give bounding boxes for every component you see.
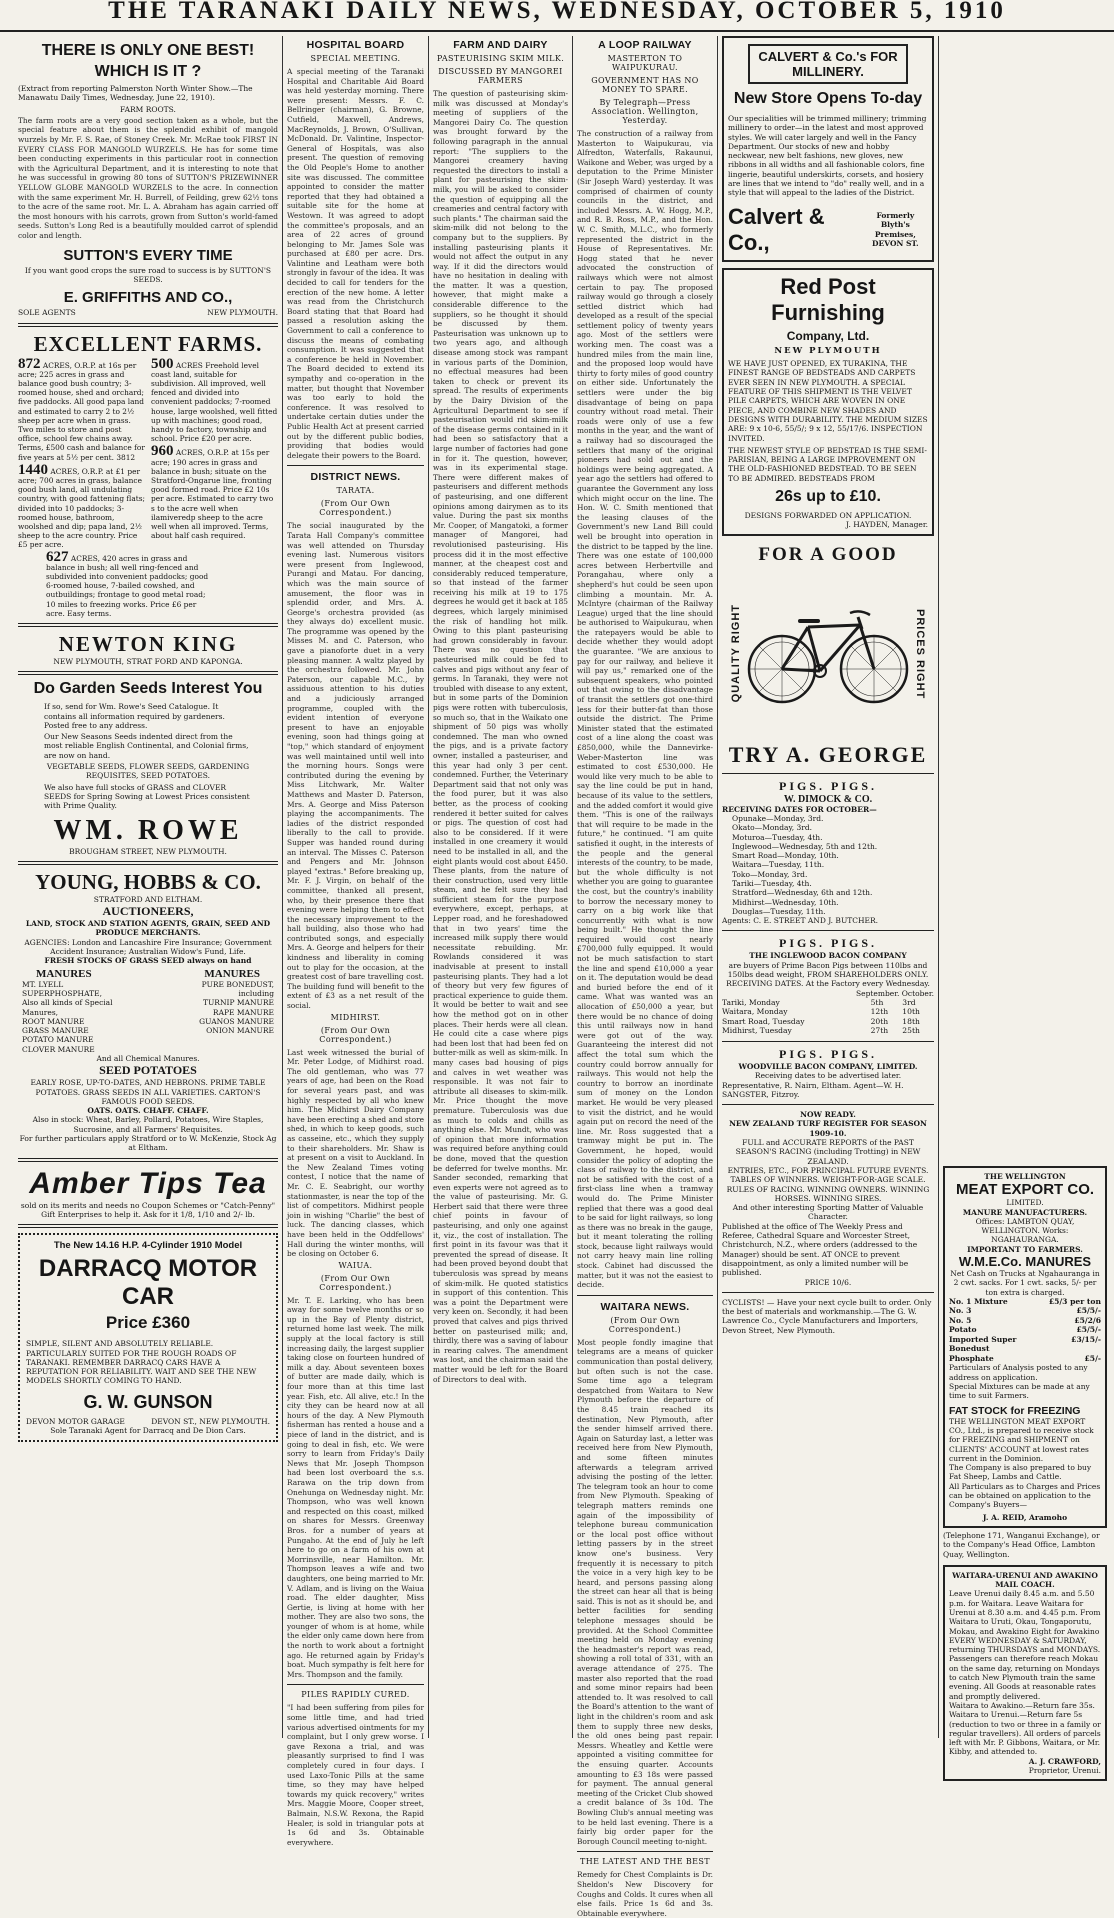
crawford-name: A. J. CRAWFORD, bbox=[1028, 1756, 1101, 1766]
chemical-manures: And all Chemical Manures. bbox=[96, 1054, 200, 1063]
price-cell: £5/5/- bbox=[1076, 1325, 1101, 1335]
farm-item bbox=[46, 548, 216, 618]
calvert-name: Calvert & Co., bbox=[728, 203, 825, 255]
manure-item: RAPE MANURE bbox=[212, 1007, 274, 1017]
wm-rowe-heading: WM. ROWE bbox=[53, 814, 243, 846]
manure-item: TURNIP MANURE bbox=[202, 998, 274, 1008]
farms-left bbox=[18, 355, 145, 550]
farm-acres: 500 bbox=[151, 355, 174, 372]
amber-tips-sub: sold on its merits and needs no Coupon Schemes or "Catch-Penny" Gift Enterprises to help it. Ask for it 1/8, 1/10 and 2/- lb. bbox=[20, 1200, 276, 1219]
place-cell: Tariki, Monday bbox=[722, 997, 780, 1007]
garden-seeds-heading: Do Garden Seeds Interest You bbox=[33, 680, 263, 698]
offices-text: Offices: LAMBTON QUAY, WELLINGTON. Works: NGAHAURANGA. bbox=[975, 1216, 1075, 1245]
waitara-news-heading: WAITARA NEWS. bbox=[600, 1300, 690, 1313]
manure-item: CLOVER MANURE bbox=[22, 1044, 95, 1054]
divider bbox=[18, 671, 278, 675]
divider bbox=[287, 465, 424, 466]
date-item: Opunake—Monday, 3rd. bbox=[732, 813, 824, 823]
coach-text: Leave Urenui daily 8.45 a.m. and 5.50 p.m. for Waitara. Leave Waitara for Urenui at 8.30 a.m. and 4.45 p.m. From Waitara to Uruti, Okau, Tongaporutu, Mokau, and Awakino Eight for Awakino EVERY WEDNESDAY & SATURDAY, returning THURSDAYS and MONDAYS. bbox=[949, 1589, 1101, 1655]
woodville-heading: WOODVILLE BACON COMPANY, LIMITED. bbox=[738, 1061, 918, 1071]
masthead: THE TARANAKI DAILY NEWS, WEDNESDAY, OCTOBER 5, 1910 bbox=[0, 0, 1114, 32]
manure-item: ONION MANURE bbox=[206, 1026, 274, 1036]
manure-item: GUANOS MANURE bbox=[199, 1016, 274, 1026]
red-post-advert bbox=[722, 268, 934, 536]
farm-roots-text: The farm roots are a very good section taken as a whole, but the special feature about them is the splendid exhibit of mangold wurzels by Mr. F. S. Rae, of Stoney Creek. Mr. McRae took FIRST IN EVERY CLASS FOR MANGOLD WURZELS. He has for some time been conducting experiments in this particular root in connection with the Agricultural Department, and it is interesting to note that he was successful in growing 80 tons of SUTTON'S PRIZEWINNER YELLOW GLOBE MANGOLD WURZELS to the acre. In connection with the same experiment Mr. H. Burrell, of Feilding, grew 62½ tons to the acre of the same root. Mr. L. A. Abraham has again carried off the most honours with his carrots, grown from Sutton's world-famed seeds. Sutton's Long Red is a beautifully moulded carrot of splendid color and length. bbox=[18, 115, 278, 241]
garden-seeds-list: VEGETABLE SEEDS, FLOWER SEEDS, GARDENING REQUISITES, SEED POTATOES. bbox=[46, 762, 250, 781]
garden-seeds-text-3: We also have full stocks of GRASS and CLOVER SEEDS for Spring Sowing at Lowest Prices consistent with Prime Quality. bbox=[44, 782, 250, 811]
auctioneers-heading: AUCTIONEERS, bbox=[102, 904, 194, 919]
oats-chaff: OATS. OATS. CHAFF. CHAFF. bbox=[87, 1106, 209, 1116]
farm-dairy-heading: FARM AND DAIRY bbox=[453, 39, 548, 51]
gunson-address: DEVON ST., NEW PLYMOUTH. bbox=[151, 1416, 270, 1426]
inglewood-bacon-heading: THE INGLEWOOD BACON COMPANY bbox=[749, 951, 907, 961]
date-item: Toko—Monday, 3rd. bbox=[732, 869, 808, 879]
manure-manufacturers: MANURE MANUFACTURERS. bbox=[962, 1207, 1088, 1217]
date-item: Moturoa—Tuesday, 4th. bbox=[732, 832, 823, 842]
product-cell: Imported Super bbox=[949, 1334, 1017, 1344]
red-post-town: NEW PLYMOUTH bbox=[774, 345, 882, 356]
table-row bbox=[949, 1325, 1101, 1335]
reid-name: J. A. REID, Aramoho bbox=[982, 1512, 1068, 1522]
oct-cell: 25th bbox=[902, 1026, 920, 1036]
special-mixtures: Special Mixtures can be made at any time to suit Farmers. bbox=[949, 1382, 1090, 1401]
product-cell: Potato bbox=[949, 1325, 977, 1335]
young-hobbs-sub: STRATFORD AND ELTHAM. bbox=[93, 894, 203, 904]
suttons-sub: If you want good crops the sure road to success is by SUTTON'S SEEDS. bbox=[24, 265, 272, 284]
garden-seeds-text-2: Our New Seasons Seeds indented direct from the most reliable English Continental, and Colonial firms, are now on hand. bbox=[44, 732, 249, 760]
darracq-model: The New 14.16 H.P. 4-Cylinder 1910 Model bbox=[53, 1240, 243, 1252]
divider bbox=[577, 1295, 713, 1296]
manure-item: ROOT MANURE bbox=[22, 1016, 85, 1026]
calvert-advert bbox=[722, 36, 934, 262]
agencies-text: AGENCIES: London and Lancashire Fire Insurance; Government Accident Insurance; Australian Widow's Fund, Life. bbox=[24, 937, 272, 957]
waitara-text: Most people fondly imagine that telegrams are a means of quicker communication than postal delivery, but often such is not the case. Some time ago a telegram despatched from Waitara to New Plymouth before the departure of the 8.45 train reached its destination, New Plymouth, after the sender himself arrived there. Again on Saturday last, a letter was received here from New Plymouth, and some fifteen minutes afterwards a telegram arrived advising the posting of the letter. The telegram took an hour to come from New Plymouth. Speaking of telegraph matters reminds one again of the impossibility of telephone bureau communication or the local post office without letting passers by in the street know one's business. Very frequently it is necessary to pitch the voice in a very high key to be heard, and persons passing along the street can hear all that is being said. This is not as it should be, and better facilities for sending telephone messages should be provided. At the School Committee meeting held on Monday evening the headmaster's report was read, showing a roll total of 331, with an average attendance of 275. The master also reported that the road and some minor repairs had been attended to. It was resolved to call the Board's attention to the want of light in the children's room and ask them to supply three new desks, the old ones being past repair. Messrs. Wheatley and Kettle were appointed a visiting committee for the ensuing quarter. Accounts amounting to £3 18s were passed for payment. The annual general meeting of the Cricket Club showed a credit balance of 3s 10d. The Bowling Club's annual meeting was to be held last evening. There is a fairly big order paper for the Borough Council meeting to-night. bbox=[577, 1337, 713, 1846]
table-row bbox=[949, 1344, 1101, 1354]
place-cell: Smart Road, Tuesday bbox=[722, 1016, 805, 1026]
sept-cell: 5th bbox=[870, 997, 884, 1007]
product-cell: No. 3 bbox=[949, 1306, 972, 1316]
red-post-price: 26s up to £10. bbox=[775, 488, 881, 506]
date-item: Inglewood—Wednesday, 5th and 12th. bbox=[732, 841, 878, 851]
price-cell: £5/3 per ton bbox=[1048, 1296, 1101, 1306]
column-advertisements-left bbox=[18, 36, 278, 1738]
column-advertisements-right bbox=[722, 36, 934, 1738]
manure-item: including bbox=[238, 988, 274, 998]
manure-prices-table bbox=[949, 1297, 1101, 1364]
divider bbox=[722, 1292, 934, 1293]
loop-railway-sub-2: GOVERNMENT HAS NO MONEY TO SPARE. bbox=[591, 76, 699, 94]
divider bbox=[18, 323, 278, 327]
wm-rowe-address: BROUGHAM STREET, NEW PLYMOUTH. bbox=[69, 846, 227, 856]
meat-export-advert bbox=[943, 1166, 1107, 1528]
table-row bbox=[949, 1297, 1101, 1307]
gunson-heading: G. W. GUNSON bbox=[83, 1391, 213, 1412]
column-rule bbox=[428, 36, 429, 1738]
date-item: Okato—Monday, 3rd. bbox=[732, 823, 813, 833]
farm-description: ACRES, 420 acres in grass and balance in bush; all well ring-fenced and subdivided into convenient paddocks; good 6-roomed house, 7-bailed cowshed, and outbuildings; frontage to good metal road; 10 miles to freezing works. Price £6 per acre. Easy terms. bbox=[46, 553, 209, 618]
table-row bbox=[949, 1335, 1101, 1345]
sept-cell: 12th bbox=[870, 1007, 889, 1017]
table-row bbox=[949, 1354, 1101, 1364]
farms-right bbox=[151, 355, 278, 550]
divider bbox=[287, 1684, 424, 1685]
prices-right-label: PRICES RIGHT bbox=[914, 608, 926, 699]
farm-item bbox=[18, 355, 145, 462]
calvert-text: Our specialities will be trimmed millinery; trimming millinery to order—in the latest and most approved styles. We will cater largely and well in the Fancy Department. Our stocks of new and hobby neckwear, new belt fashions, new gloves, new ribbons in all widths and all fashionable colors, fine lingerie, beautiful underskirts, corsets, and hosiery are lines that we intend to "do" really well, and in a style that will appeal to the ladies of the District. bbox=[728, 114, 927, 198]
net-cash-text: Net Cash on Trucks at Ngahauranga in 2 cwt. sacks. For 1 cwt. sacks, 5/- per ton extra is charged. bbox=[950, 1269, 1100, 1297]
farm-acres: 960 bbox=[151, 443, 174, 460]
column-rule bbox=[572, 36, 573, 1738]
turf-more: And other interesting Sporting Matter of Valuable Character. bbox=[732, 1203, 924, 1222]
pigs-heading: PIGS. PIGS. bbox=[778, 1046, 877, 1061]
farm-item bbox=[18, 461, 145, 550]
newton-king-sub: NEW PLYMOUTH, STRAT FORD AND KAPONGA. bbox=[53, 656, 243, 666]
column-farm-dairy bbox=[433, 36, 568, 1738]
now-ready: NOW READY. bbox=[800, 1110, 856, 1120]
manures-heading-left: MANURES bbox=[36, 967, 92, 980]
farm-dairy-sub: PASTEURISING SKIM MILK. bbox=[436, 54, 565, 63]
darracq-price: Price £360 bbox=[105, 1313, 191, 1333]
table-row bbox=[722, 1026, 934, 1036]
fat-stock-text-2: The Company is also prepared to buy Fat Sheep, Lambs and Cattle. bbox=[949, 1463, 1092, 1482]
farm-description: ACRES, O.R.P. at £1 per acre; 700 acres in grass, balance good bush land, all undulating country, with good fattening flats; divided into 10 paddocks; 3-roomed house, bathroom, woolshed and dip; papa land, 2½ sheep to the acre country. Price £5 per acre. bbox=[18, 466, 145, 550]
darracq-advert bbox=[18, 1233, 278, 1442]
column-meat-export bbox=[943, 36, 1107, 1776]
date-item: Stratford—Wednesday, 6th and 12th. bbox=[732, 888, 873, 898]
best-title: THERE IS ONLY ONE BEST! bbox=[41, 42, 255, 59]
correspondent-note: (From Our Own Correspondent.) bbox=[319, 1273, 392, 1292]
hospital-board-text: A special meeting of the Taranaki Hospital and Charitable Aid Board was held yesterday morning. There were present: Messrs. F. C. Bellringer (chairman), G. Browne, Cutfield, Maxwell, Andrews, MacReynolds, J. Brown, O'Sullivan, McDonald. Dr. Valintine, Inspector-General of Hospitals, was also present. The question of removing the Old People's Home to another site was discussed. The committee appointed to consider the matter reported that they had obtained a suitable site for the home at Westown. It was agreed to adopt the committee's proposals, and an area of 22 acres of ground belonging to Mr. James Sole was purchased at £80 per acre. Drs. Valintine and Leatham were both strongly in favour of the idea. It was decided to call for tenders for the erection of the new home. A letter was read from the Christchurch Board stating that that Board had passed a resolution asking the Government to call a conference to discuss the means of combating consumption. It was suggested that a conference be held in November. The Board decided to extend its sympathy and co-operation in the matter, but thought that November was too early to hold the conference. It was resolved to undertake certain duties under the Public Health Act at present carried out by the different public bodies, providing that bodies would delegate their powers to the Board. bbox=[287, 67, 424, 460]
hospital-board-heading: HOSPITAL BOARD bbox=[306, 39, 405, 51]
date-item: Douglas—Tuesday, 11th. bbox=[732, 906, 826, 916]
manure-item: Also all kinds of Special Manures, bbox=[22, 998, 113, 1017]
place-cell: Waitara, Monday bbox=[722, 1007, 788, 1017]
inglewood-bacon-text: are buyers of Prime Bacon Pigs between 110lbs and 150lbs dead weight, FROM SHAREHOLDERS ONLY. bbox=[727, 960, 929, 980]
pigs-heading: PIGS. PIGS. bbox=[778, 936, 877, 951]
farm-acres: 1440 bbox=[18, 461, 48, 478]
date-item: Waitara—Tuesday, 11th. bbox=[732, 860, 825, 870]
pigs-heading: PIGS. PIGS. bbox=[778, 778, 877, 793]
manures-heading-right: MANURES bbox=[204, 967, 260, 980]
red-post-company: Company, Ltd. bbox=[786, 328, 870, 343]
column-rule bbox=[282, 36, 283, 1738]
amber-tips-heading: Amber Tips Tea bbox=[29, 1166, 267, 1200]
oct-cell: 18th bbox=[902, 1016, 920, 1026]
dimock-heading: W. DIMOCK & CO. bbox=[783, 793, 873, 805]
farm-description: ACRES, O.R.P. at 16s per acre; 225 acres in grass and balance good bush country; 3-roomed house, shed and orchard; five paddocks. All good papa land and estimated to carry 2 to 2½ sheep per acre when in grass. Two miles to store and post office, school few chains away. Terms, £500 cash and balance for five years at 5½ per cent. 3812 bbox=[18, 360, 145, 462]
table-row bbox=[722, 998, 934, 1008]
woodville-text: Receiving dates to be advertised later. bbox=[754, 1071, 902, 1081]
manures-list-right bbox=[151, 980, 274, 1054]
important-farmers: IMPORTANT TO FARMERS. bbox=[967, 1244, 1083, 1254]
fat-stock-text-3: All Particulars as to Charges and Prices can be obtained on application to the Company's Buyers— bbox=[949, 1481, 1101, 1510]
young-hobbs-heading: YOUNG, HOBBS & CO. bbox=[35, 869, 261, 894]
red-post-text: WE HAVE JUST OPENED, EX TURAKINA, THE FINEST RANGE OF BEDSTEADS AND CARPETS EVER SEEN IN NEW PLYMOUTH. A SPECIAL FEATURE OF THIS SHIPMENT IS THE VELVET PILE CARPETS, WHICH ARE WOVEN IN ONE PIECE, AND COMBINE NEW SHADES AND DESIGNS WITH DURABILITY. THE MEDIUM SIZES ARE: 9 x 10-6, 55/5/; 9 x 12, 55/17/6. INSPECTION INVITED. bbox=[728, 359, 928, 443]
price-cell: £5/- bbox=[1084, 1353, 1101, 1363]
farm-description: ACRES, O.R.P. at 15s per acre; 190 acres in grass and balance in bush; situate on the Stratford-Ongarue line, fronting good formed road. Price £2 10s per acre. Estimated to carry two s to the acre well when ilamiveredp sheep to the acre well when all improved. Terms, about half cash required. bbox=[151, 448, 274, 541]
best-subtitle: WHICH IS IT ? bbox=[94, 63, 202, 80]
fresh-stocks: FRESH STOCKS OF GRASS SEED always on hand bbox=[44, 956, 252, 966]
particulars-text: For further particulars apply Stratford or to W. McKenzie, Stock Ag at Eltham. bbox=[19, 1134, 277, 1153]
new-store-heading: New Store Opens To-day bbox=[733, 90, 923, 107]
fat-stock-text: THE WELLINGTON MEAT EXPORT CO., Ltd., is prepared to receive stock for FREEZING and SHIPMENT on CLIENTS' ACCOUNT at lowest rates current in the Dominion. bbox=[949, 1416, 1094, 1463]
red-post-designs: DESIGNS FORWARDED ON APPLICATION. bbox=[744, 511, 912, 521]
cyclists-text: CYCLISTS! — Have your next cycle built to order. Only the best of materials and workmanship.—The G. W. Lawrence Co., Cycle Manufacturers and Importers, Devon Street, New Plymouth. bbox=[722, 1297, 932, 1335]
farm-item bbox=[151, 355, 278, 444]
waiua-heading: WAIUA. bbox=[338, 1260, 373, 1270]
table-row bbox=[949, 1306, 1101, 1316]
receiving-october: RECEIVING DATES FOR OCTOBER— bbox=[722, 804, 877, 814]
griffiths-agents: SOLE AGENTS bbox=[18, 308, 76, 318]
column-loop-railway bbox=[577, 36, 713, 1918]
griffiths-line bbox=[18, 308, 278, 317]
land-stock-line: LAND, STOCK AND STATION AGENTS, GRAIN, SEED AND PRODUCE MERCHANTS. bbox=[25, 919, 271, 938]
farm-dairy-sub-2: DISCUSSED BY MANGOREI FARMERS bbox=[438, 67, 563, 85]
calvert-footer bbox=[728, 204, 928, 256]
analysis-text: Particulars of Analysis posted to any address on application. bbox=[949, 1363, 1088, 1382]
divider bbox=[722, 773, 934, 774]
dimock-dates bbox=[722, 814, 934, 916]
loop-railway-byline: By Telegraph—Press Association. Wellington, Yesterday. bbox=[591, 98, 699, 125]
loop-railway-text: The construction of a railway from Masterton to Waipukurau, via Alfredton, Waterfalls, Rakaunui, Waikone and Weber, was urged by a deputation to the Prime Minister (Sir Joseph Ward) yesterday. It was comprised of chairmen of county councils in the district, and included Messrs. A. W. Hogg, M.P., and R. B. Ross, M.P., and the Hon. W. C. Smith, M.L.C., who formerly represented the district in the House of Representatives. Mr. Hogg stated that he never advocated the construction of railways which were not almost certain to pay. The proposed railway would go through a closely settled district which had developed as a result of the special settlement policy of twenty years ago. Most of the settlers were working men. The coast was a hundred miles from the main line, and the proposed loop would have thirty to forty miles of good country on either side. Unfortunately the settlers were under the big disadvantage of being on papa country without road metal. Their roads were only of use a few months in the year, and the want of a railway had so discouraged the settlers that many of the original pioneers had sold out and the holdings were being aggregated. A year ago the settlers had offered to guarantee the Government any loss which might occur on the line. The Hon. W. C. Smith mentioned that the leasing clauses of the Government's new Land Bill could well be brought into operation in the district to be tapped by the line. There was one estate of 100,000 acres between Herbertville and Porangahau, where only a shepherd's hut could be seen upon climbing a mountain. Mr. A. McIntyre (chairman of the Railway League) urged that the line should be authorised to Waipukurau, when the ratepayers would be able to decide whether they would adopt the guarantee. "We are anxious to pay for our railway, and believe it will pay us," remarked one of the subsequent speakers, who pointed out that owing to the disadvantage of transit the settlers got one-third less for their butter-fat than those outside the district. The Prime Minister stated that the estimated cost of a line along the coast was £850,000, while the Dannevirke-Weber-Masterton line was estimated to cost £530,000. He would like very much to be able to say the line could be put in hand, because of its value to the settlers, and the added comfort it would give them. "This is one of the railways that will require to be made in the future," he continued. "I am quite satisfied it ought, in the interests of the people and the general interests of the country, to be made, but the whole difficulty is not whether you are going to guarantee the cost, but the country's inability to borrow the necessary money to carry on a big work like that concurrently with what is now being built." He thought the line required would cost nearly £700,000 fully equipped. It would not be much satisfaction to start the line and spend £10,000 a year on it. The deputation would be dead and buried before the end of it came. What was wanted was an allocation of £50,000 a year, but there would be no chance of doing this until railways now in hand were got out of the way. Guaranteeing the interest did not affect the total sum which the country could borrow annually for railways. This would not help the country to borrow an inordinate sum of money on the London market. He would be very pleased to visit the district, and he would again put on record the need of the line. Mr. Ross suggested that a tramway might be put in. The Government, he hoped, would consider the policy of adopting the class of railway to the district, and not be satisfied with the cost of a first-class line when a tramway would do. The Prime Minister replied that there was a good deal to be said for light railways, so long as there was no break in the gauge, but it meant tolerating the rolling stock, because light railways would not carry heavy main line rolling stock. Cabinet had discussed the matter, but it was not the easiest to decide. bbox=[577, 129, 713, 1290]
divider bbox=[18, 1158, 278, 1162]
midhirst-heading: MIDHIRST. bbox=[330, 1012, 381, 1022]
district-news-heading: DISTRICT NEWS. bbox=[310, 471, 401, 484]
divider bbox=[18, 623, 278, 627]
latest-best-text: Remedy for Chest Complaints is Dr. Sheldon's New Discovery for Coughs and Colds. It cures when all else fails. Price 1s 6d and 3s. Obtainable everywhere. bbox=[577, 1870, 713, 1918]
red-post-heading: Red Post Furnishing bbox=[771, 273, 885, 325]
manure-item: PURE BONEDUST, bbox=[201, 979, 274, 989]
turf-register-heading: NEW ZEALAND TURF REGISTER FOR SEASON 1909-10. bbox=[729, 1119, 927, 1138]
sept-cell: 27th bbox=[870, 1026, 889, 1036]
date-item: Midhirst—Wednesday, 10th. bbox=[732, 897, 839, 907]
divider bbox=[722, 930, 934, 931]
column-rule bbox=[717, 36, 718, 1738]
loop-railway-heading: A LOOP RAILWAY bbox=[598, 39, 692, 51]
manures-list-left bbox=[22, 980, 145, 1054]
hospital-board-sub: SPECIAL MEETING. bbox=[310, 54, 401, 63]
inglewood-receiving: RECEIVING DATES. At the Factory every Wednesday. bbox=[726, 979, 930, 989]
farm-item bbox=[151, 443, 278, 541]
turf-price: PRICE 10/6. bbox=[804, 1277, 852, 1287]
table-row bbox=[722, 1017, 934, 1027]
calvert-millinery-heading: CALVERT & Co.'s FOR MILLINERY. bbox=[748, 44, 908, 84]
stock-list: Also in stock: Wheat, Barley, Pollard, Potatoes, Wire Staples, Sucrosine, and all Farmers' Requisites. bbox=[32, 1115, 264, 1134]
correspondent-note: (From Our Own Correspondent.) bbox=[319, 1025, 392, 1044]
divider bbox=[18, 861, 278, 865]
manure-item: MT. LYELL SUPERPHOSPHATE, bbox=[22, 979, 102, 998]
gunson-sub: Sole Taranaki Agent for Darracq and De Dion Cars. bbox=[50, 1426, 246, 1436]
coach-heading: WAITARA-URENUI AND AWAKINO MAIL COACH. bbox=[952, 1570, 1098, 1590]
farms-listing bbox=[18, 355, 278, 550]
oct-cell: 3rd bbox=[902, 997, 916, 1007]
reid-contact: (Telephone 171, Wanganui Exchange), or to the Company's Head Office, Lambton Quay, Wellington. bbox=[943, 1530, 1100, 1559]
price-cell bbox=[1035, 1344, 1101, 1354]
red-post-signature: J. HAYDEN, Manager. bbox=[846, 520, 928, 530]
product-cell: Phosphate bbox=[949, 1353, 994, 1363]
wellington-label: THE WELLINGTON bbox=[984, 1172, 1066, 1181]
divider bbox=[18, 1224, 278, 1228]
farm-description: ACRES Freehold level coast land, suitable for subdivision. All improved, well fenced and divided into convenient paddocks; 7-roomed house, large woolshed, well fitted up with machines; good road, handy to factory, township and school. Price £20 per acre. bbox=[151, 360, 278, 444]
meat-export-heading: MEAT EXPORT CO. bbox=[955, 1181, 1095, 1199]
gunson-line bbox=[26, 1417, 270, 1426]
newton-king-heading: NEWTON KING bbox=[58, 631, 238, 656]
garden-seeds-text: If so, send for Wm. Rowe's Seed Catalogue. It contains all information required by gardeners. Posted free to any address. bbox=[44, 702, 225, 730]
divider bbox=[722, 1041, 934, 1042]
bicycle-advert bbox=[722, 566, 934, 742]
griffiths-town: NEW PLYMOUTH. bbox=[207, 308, 278, 318]
price-cell: £5/2/6 bbox=[1074, 1315, 1101, 1325]
tarata-heading: TARATA. bbox=[336, 486, 375, 496]
turf-text: FULL and ACCURATE REPORTS of the PAST SEASON'S RACING (including Trotting) in NEW ZEALAND. bbox=[735, 1138, 921, 1166]
manure-item: GRASS MANURE bbox=[22, 1026, 89, 1036]
fat-stock-heading: FAT STOCK for FREEZING bbox=[949, 1404, 1081, 1417]
place-cell: Midhirst, Tuesday bbox=[722, 1026, 792, 1036]
inglewood-months: September. October. bbox=[856, 988, 934, 998]
manures-lists bbox=[18, 980, 278, 1054]
gunson-garage: DEVON MOTOR GARAGE bbox=[26, 1416, 125, 1426]
griffiths-heading: E. GRIFFITHS AND CO., bbox=[63, 289, 233, 307]
tarata-text: The social inaugurated by the Tarata Hall Company's committee was well attended on Thursday evening last. Numerous visitors were present from Inglewood, Purangi and Matau. For dancing, which was the main source of amusement, the floor was in splendid order, and Mrs. A. George's orchestra provided (as they always do) excellent music. The programme was opened by the Misses M. and C. Paterson, who gave a pianoforte duet in a very pleasing manner. A waltz played by the orchestra followed. Mr. John Paterson, our capable M.C., by assiduous attention to his duties and a judiciously arranged programme, coupled with the evident intention of everyone present to have an enjoyable evening, soon had things going at "top," which standard of enjoyment was well maintained until well into the morning hours. Songs were contributed during the evening by Miss Litchwark, Mr. Walter Matthews and Master D. Paterson, Mrs. A. George and Miss Paterson playing the accompaniments. The ladies of the district responded liberally to the call to provide. Supper was handed round during an interval. The Misses C. Paterson and Pengers and Mr. Johnson played "extras." Before breaking up, Mr. F. J. Virgin, on behalf of the committee, thanked all present, who, by their presence there that evening were helping them to effect the necessary improvement to the hall building, also those who had contributed songs, and especially Mrs. A. George and helpers for their kindness and liberality in coming out to play for the occasion, at the greatest cost of bare travelling cost. The building fund will benefit to the extent of £3 as a net result of the social. bbox=[287, 521, 424, 1011]
excellent-farms-heading: EXCELLENT FARMS. bbox=[33, 331, 263, 356]
waiua-text: Mr. T. E. Larking, who has been away for some twelve months or so up in the Bay of Plenty district, returned home last week. The milk supply at the local factory is still increasing daily, the largest supplier taking close on fourteen hundred of milk a day. About seventeen boxes of butter are made daily, which is four more than at this time last year. Fish, etc. All alive, etc.! In the city they can be heard now at all hours of the day. A New Plymouth fisherman has rented a house and a piece of land in the district, and is going to deal in fish, etc. We were sorry to learn from Friday's Daily News that Mr. Joseph Thompson had been lost overboard the s.s. Rarawa on the trip down from Onehunga on Wednesday night. Mr. Thompson, who was well known and respected on this coast, milked on shares for Messrs. Greenway Bros. for a number of years at Pungaho. At the end of July he left here to go on a farm of his own at Morrinsville, near Hamilton. Mr. Thompson leaves a wife and two daughters, one being married to Mr. V. Adlam, and is living on the Waiua road. The elder daughter, Miss Gertie, is living at home with her mother. They are also two sons, the younger of whom is at home, while the elder only came down here from the north to work about a fortnight ago. He returned again by Friday's boat. Much sympathy is felt here for Mrs. Thompson and the family. bbox=[287, 1295, 424, 1679]
wme-manures-heading: W.M.E.Co. MANURES bbox=[958, 1254, 1092, 1270]
piles-text: "I had been suffering from piles for some little time, and had tried various advertised ointments for my complaint, but I only grew worse. I gave Rexona a trial, and was pleasantly surprised to find I was completely cured in four days. I used Laxo-Tonic Pills at the same time, so they may have helped towards my quick recovery," writes Mrs. Maggie Moore, Cooper street, Balmain, N.S.W. Rexona, the Rapid Healer, is sold in triangular pots at 1s 6d and 3s. Obtainable everywhere. bbox=[287, 1703, 424, 1847]
inglewood-dates-table bbox=[722, 998, 934, 1036]
piles-heading: PILES RAPIDLY CURED. bbox=[301, 1690, 410, 1700]
midhirst-text: Last week witnessed the burial of Mr. Peter Lodge, of Midhirst road. The old gentleman, who was 77 years of age, had been on the Road for several years past, and was highly respected by all who knew him. The Midhirst Dairy Company have been erecting a shed and store shed, in which to keep goods, such as casseine, etc., which they supply to their shareholders. Mr. Shaw is at present on a visit to Auckland. In the New Zealand Times voting contest, I notice that the name of Mr. C. E. Seabright, our worthy stationmaster, is near the top of the list of competitors. Midhirst people join in wishing "Charlie" the best of luck. The dancing classes, which have been held in the Oddfellows' Hall during the winter months, will be closing on October 6. bbox=[287, 1047, 424, 1259]
try-a-george-heading: TRY A. GEORGE bbox=[728, 741, 928, 767]
farm-dairy-text: The question of pasteurising skim-milk was discussed at Monday's meeting of suppliers of the Mangorei Dairy Co. The question was brought forward by the following paragraph in the annual report: "The suppliers to the Mangorei creamery having requested the directors to install a plant for pasteurising the skim-milk, you will be asked to consider the question of equipping all the creameries and central factory with such plants." The chairman said the skim-milk did not belong to the company but to the suppliers. By installing pasteurising plants it would not affect the output in any way. If it did the directors would have no hesitation in dealing with the matter. It was a question, however, that might make a considerable difference to the suppliers, so he thought it should be discussed by them. Pasteurisation was unknown up to two years ago, and although disease among stock was rampant in various parts of the Dominion, no effectual measures had been taken to check or prevent its spread. The results of experiments by the Dairy Division of the Agricultural Department to see if pasteurisation would rid skim-milk of the disease germs contained in it had been so satisfactory that a large number of factories had gone in for it. The question, however, was in its experimental stage. There were different makes of pasteurisers and different methods of pasteurising, and one different opinions among dairymen as to its value. During the past six months Mr. Cooper, of Mangatoki, a former manager of Mangorei, had revolutionised pasteurising. His process did it in the most effective manner, at the cheapest cost and considerably reduced temperature, so that instead of the farmer receiving his milk at 19 to 175 degrees he would get it back at 185 degrees, which largely minimised the risk of handling hot milk. Owing to this plant pasteurising had grown considerably in favour. There was no question that pasteurised milk could be fed to calves and pigs without any fear of germs. In Taranaki, they were not troubled with disease to any extent, but in some parts of the Dominion pigs were rotten with tuberculosis, so much so, that in the Waikato one shipment of 50 pigs was wholly condemned. The man who owned the pigs, and is a private factory owner, installed a pasteuriser, and this year had only 3 per cent. condemned. Further, the Veterinary Department said that not only was the food purer, but it was also better, as the process of cooking rendered it better suited for calves or pigs. The question of cost had also to be considered. If it were installed in one creamery it would need to be installed in all, and the eight plants would cost about £450. These plants, from the nature of their construction, used very little steam, and he felt sure they had sufficient steam for the purpose everywhere, except, perhaps, at Lepper road, and he foreshadowed that in two years' time the increased milk supply there would necessitate rebuilding. Mr. Rowlands considered it was inadvisable at present to install pasteurising plants. They had a lot of theory but very few figures of practical experience to guide them. It would be better to wait and see how the method got on in other places. Their herds were all clean. He could cite a case where pigs had been lost that had been fed on butter-milk as well as skim-milk. In many cases bad housing of pigs and calves in wet weather was responsible. It was not fair to attribute all diseases to skim-milk. Mr. Price thought the move premature. Tuberculosis was due as much to colds and chills as anything else. Mr. Mundt, who was of opinion that more information was required before anything could be done, moved that the question be deferred for twelve months. Mr. Sander seconded, remarking that even experts were not agreed as to the value of pasteurising. Mr. G. Herbert said that there were three chief points in favour of pasteurising, and only one against it, viz., the cost of installation. The first point in its favour was that it prevented the spread of disease. It had been proved beyond doubt that tuberculosis was spread by means of skim-milk. He quoted statistics in support of this contention. This was a point the Department were very keen on. Secondly, it had been proved that calves and pigs thrived better on pasteurised milk; and, thirdly, there was a saving of labour in rearing calves. The amendment was lost, and the chairman said the matter would be left for the Board of Directors to deal with. bbox=[433, 89, 568, 1384]
for-a-good-heading: FOR A GOOD bbox=[758, 543, 898, 565]
coach-advert bbox=[943, 1565, 1107, 1782]
farm-roots-heading: FARM ROOTS. bbox=[120, 104, 176, 114]
crawford-sub: Proprietor, Urenui. bbox=[1028, 1766, 1101, 1776]
limited-label: LIMITED. bbox=[1006, 1198, 1044, 1208]
product-cell: No. 5 bbox=[949, 1315, 972, 1325]
oct-cell: 10th bbox=[902, 1007, 920, 1017]
price-cell: £5/5/- bbox=[1076, 1306, 1101, 1316]
sept-cell: 20th bbox=[870, 1016, 889, 1026]
price-cell: £3/15/- bbox=[1071, 1334, 1101, 1344]
table-row bbox=[949, 1316, 1101, 1326]
turf-list: ENTRIES, ETC., FOR PRINCIPAL FUTURE EVENTS. TABLES OF WINNERS. WEIGHT-FOR-AGE SCALE. RULES OF RACING. WINNING OWNERS. WINNING HORSES. WINNING SIRES. bbox=[726, 1165, 930, 1203]
correspondent-note: (From Our Own Correspondent.) bbox=[319, 499, 392, 518]
dimock-agents: Agents: C. E. STREET AND J. BUTCHER. bbox=[722, 916, 879, 926]
product-cell: Bonedust bbox=[949, 1344, 990, 1354]
manures-headings bbox=[18, 966, 278, 980]
loop-railway-sub: MASTERTON TO WAIPUKURAU. bbox=[607, 54, 683, 72]
turf-publication: Published at the office of The Weekly Press and Referee, Cathedral Square and Worcester Street, Christchurch, N.Z., where orders (addressed to the Manager) should be sent. AT ONCE to prevent disappointment, as only a limited number will be published. bbox=[722, 1221, 918, 1278]
divider bbox=[722, 1104, 934, 1105]
quality-right-label: QUALITY RIGHT bbox=[730, 604, 742, 703]
latest-best-heading: THE LATEST AND THE BEST bbox=[579, 1857, 711, 1867]
best-extract: (Extract from reporting Palmerston North Winter Show.—The Manawatu Daily Times, Wednesday, June 22, 1910). bbox=[18, 84, 253, 103]
product-cell: No. 1 Mixture bbox=[949, 1296, 1008, 1306]
column-hospital-district bbox=[287, 36, 424, 1847]
waitara-correspondent: (From Our Own Correspondent.) bbox=[608, 1315, 682, 1334]
column-rule bbox=[938, 36, 939, 1738]
suttons-heading: SUTTON'S EVERY TIME bbox=[63, 246, 233, 264]
coach-text-2: Passengers can therefore reach Mokau on the same day, returning on Mondays to catch New Plymouth train the same evening. All Goods at reasonable rates and promptly delivered. bbox=[949, 1654, 1100, 1701]
manure-item: POTATO MANURE bbox=[22, 1035, 94, 1045]
red-post-text-2: THE NEWEST STYLE OF BEDSTEAD IS THE SEMI-PARISIAN, BEING A LARGE IMPROVEMENT ON THE OLD-FASHIONED BEDSTEAD. TO BE SEEN TO BE ADMIRED. BEDSTEADS FROM bbox=[728, 445, 927, 483]
farm-acres: 872 bbox=[18, 355, 41, 372]
darracq-heading: DARRACQ MOTOR CAR bbox=[38, 1255, 258, 1311]
divider bbox=[577, 1851, 713, 1852]
date-item: Tariki—Tuesday, 4th. bbox=[732, 879, 812, 888]
darracq-text: SIMPLE, SILENT AND ABSOLUTELY RELIABLE. PARTICULARLY SUITED FOR THE ROUGH ROADS OF TARANAKI. REMEMBER DARRACQ CARS HAVE A REPUTATION FOR RELIABILITY. WAIT AND SEE THE NEW MODELS SHORTLY COMING TO HAND. bbox=[26, 1339, 257, 1386]
seed-potatoes-list: EARLY ROSE, UP-TO-DATES, AND HEBRONS. PRIME TABLE POTATOES. GRASS SEEDS IN ALL VARIETIES. CARTON'S FAMOUS FOOD SEEDS. bbox=[30, 1078, 266, 1106]
date-item: Smart Road—Monday, 10th. bbox=[732, 851, 839, 861]
seed-potatoes-heading: SEED POTATOES bbox=[99, 1063, 197, 1078]
bicycle-icon bbox=[742, 599, 914, 709]
coach-fares: Waitara to Awakino.—Return fare 35s. Waitara to Urenui.—Return fare 5s (reduction to two or three in a family or regular travellers). All orders of parcels left with Mr. P. Gibbons, Waitara, or Mr. Kibby, and attended to. bbox=[949, 1700, 1101, 1757]
woodville-rep: Representative, R. Nairn, Eltham. Agent—W. H. SANGSTER, Fitzroy. bbox=[722, 1080, 904, 1099]
farm-acres: 627 bbox=[46, 548, 69, 565]
table-row bbox=[722, 1007, 934, 1017]
calvert-formerly: Formerly Blyth's Premises, DEVON ST. bbox=[872, 211, 919, 248]
